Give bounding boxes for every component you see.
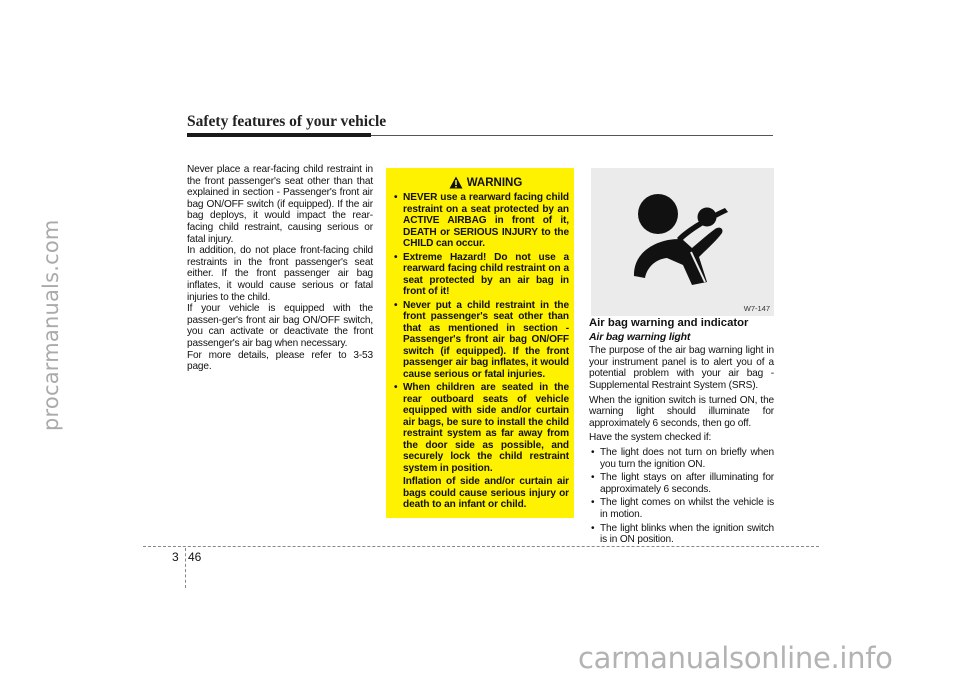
- warning-box: [386, 168, 574, 518]
- warning-item: [392, 192, 569, 250]
- left-paragraph-2: In addition, do not place front-facing child restraints in the front passenger's seat either. If the front passenger air bag inflates, it would cause serious or fatal injuries to the child.: [187, 245, 373, 303]
- list-item-text: The light comes on whilst the vehicle is in motion.: [600, 497, 774, 520]
- right-paragraph-1: The purpose of the air bag warning light in your instrument panel is to alert you of a potential problem with your air bag - Supplemental Restraint System (SRS).: [589, 345, 774, 391]
- bullet: •: [394, 382, 398, 393]
- warning-note: Inflation of side and/or curtain air bags could cause serious injury or death to an infant or child.: [403, 476, 569, 510]
- page-number: 46: [188, 550, 202, 564]
- left-paragraph-4: For more details, please refer to 3-53 page.: [187, 349, 373, 373]
- section-subheading: Air bag warning light: [589, 330, 691, 343]
- watermark-bottom: carmanualsonline.info: [578, 641, 893, 675]
- header-rule-thin: [371, 135, 773, 137]
- footer-rule: [143, 546, 819, 547]
- bullet: •: [394, 299, 398, 311]
- warning-item-text: When children are seated in the rear outboard seats of vehicle equipped with side and/or curtain air bags, be sure to install the child restraint system as far away from the door side as possible, and securely lock the child restraint system in position.: [403, 382, 569, 474]
- right-paragraph-2: When the ignition switch is turned ON, the warning light should illuminate for approximately 6 seconds, then go off.: [589, 394, 774, 429]
- warning-item-text: Extreme Hazard! Do not use a rearward facing child restraint on a seat protected by an air bag in front of it!: [403, 251, 569, 297]
- check-conditions-list: [589, 447, 774, 546]
- warning-item: [392, 252, 569, 298]
- warning-item-text: Never put a child restraint in the front passenger's seat other than that as mentioned in section - Passenger's front air bag ON/OFF switch (if equipped). If the front passenger air bag inflates, it would cause serious or fatal injuries.: [403, 299, 569, 380]
- left-column: [187, 164, 373, 373]
- footer-vertical-rule: [185, 548, 186, 588]
- warning-title: WARNING: [466, 176, 523, 189]
- airbag-figure: [591, 168, 774, 316]
- section-heading: Air bag warning and indicator: [589, 317, 749, 329]
- warning-item-text: NEVER use a rearward facing child restraint on a seat protected by an ACTIVE AIRBAG in front of it, DEATH or SERIOUS INJURY to the CHILD can occur.: [403, 192, 569, 249]
- airbag-warning-icon: [591, 168, 774, 316]
- right-paragraph-3: Have the system checked if:: [589, 432, 712, 444]
- bullet: •: [394, 251, 398, 263]
- bullet: •: [394, 192, 398, 203]
- bullet: •: [591, 472, 595, 484]
- left-paragraph-1: Never place a rear-facing child restraint in the front passenger's seat other than that explained in section - Passenger's front air bag ON/OFF switch (if equipped). If the air bag deploys, it would impact the rear-facing child restraint, causing serious or fatal injury.: [187, 164, 373, 245]
- page-header-title: Safety features of your vehicle: [187, 113, 387, 130]
- bullet: •: [591, 497, 595, 509]
- page-chapter-number: 3: [172, 550, 179, 564]
- bullet: •: [591, 522, 595, 534]
- right-column: [589, 318, 774, 548]
- warning-list: [392, 192, 569, 474]
- list-item: [589, 523, 774, 546]
- warning-item: [392, 382, 569, 474]
- header-rule-thick: [187, 133, 371, 137]
- figure-caption: W7-147: [743, 304, 770, 313]
- list-item-text: The light stays on after illuminating for approximately 6 seconds.: [600, 472, 774, 495]
- list-item: [589, 497, 774, 520]
- list-item: [589, 472, 774, 495]
- warning-item: [392, 300, 569, 381]
- list-item-text: The light does not turn on briefly when you turn the ignition ON.: [600, 446, 774, 470]
- list-item: [589, 447, 774, 470]
- list-item-text: The light blinks when the ignition switch is in ON position.: [600, 522, 774, 546]
- bullet: •: [591, 446, 595, 458]
- warning-triangle-icon: [449, 176, 463, 189]
- warning-header: [402, 176, 569, 189]
- watermark-side: procarmanuals.com: [39, 219, 63, 431]
- left-paragraph-3: If your vehicle is equipped with the passen-ger's front air bag ON/OFF switch, you can activate or deactivate the front passenger's air bag when necessary.: [187, 303, 373, 349]
